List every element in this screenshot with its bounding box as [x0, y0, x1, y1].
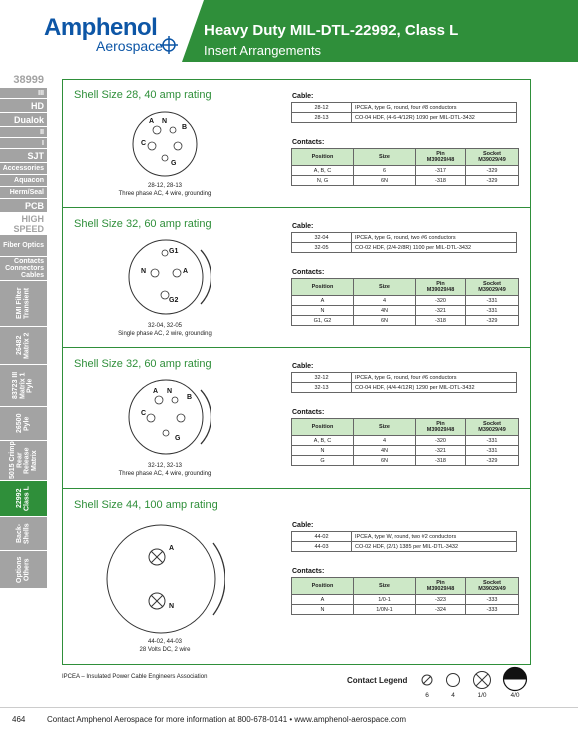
- table-cell: N, G: [292, 176, 354, 186]
- sidebar-tab[interactable]: [0, 88, 47, 99]
- table-row: [292, 383, 517, 393]
- logo: [0, 0, 200, 62]
- table-cell: -331: [466, 306, 519, 316]
- column-header: [466, 419, 519, 436]
- sidebar-tab[interactable]: [0, 441, 47, 481]
- table-cell: A, B, C: [292, 166, 354, 176]
- caption-parts: 28-12, 28-13: [147, 183, 183, 189]
- table-cell: -329: [466, 456, 519, 466]
- table-cell: A: [292, 595, 354, 605]
- contacts-heading: Contacts:: [292, 269, 325, 276]
- table-cell: CO-02 HDF, (2/1) 1385 per MIL-DTL-3432: [352, 542, 517, 552]
- table-cell: 32-13: [292, 383, 352, 393]
- sidebar-tab[interactable]: [0, 175, 47, 187]
- column-header-part: M39029/48: [426, 157, 455, 163]
- contact-size-6-icon: [420, 673, 434, 687]
- cable-heading: Cable:: [292, 223, 314, 230]
- table-cell: -318: [416, 176, 466, 186]
- table-cell: -329: [466, 176, 519, 186]
- table-cell: -329: [466, 166, 519, 176]
- column-header-part: M39029/49: [478, 287, 506, 293]
- table-cell: CO-02 HDF, (2/4-2/8R) 1100 per MIL-DTL-3432: [352, 243, 517, 253]
- contact-size-1-0-icon: [472, 670, 492, 690]
- pin-label: G2: [169, 297, 179, 304]
- sidebar-tab[interactable]: [0, 187, 47, 199]
- column-header: Position: [292, 578, 354, 595]
- column-header-text: Pin: [436, 579, 445, 586]
- table-cell: 6N: [354, 456, 416, 466]
- table-row: [292, 542, 517, 552]
- pin-label: A: [169, 545, 175, 552]
- pin-label: G1: [169, 248, 179, 255]
- legend-label: 4/0: [510, 692, 520, 699]
- sidebar-tab-label: SJT: [27, 150, 44, 161]
- table-cell: 1/0-1: [354, 595, 416, 605]
- column-header-text: Pin: [436, 150, 445, 157]
- table-cell: IPCEA, type G, round, two #6 conductors: [352, 233, 517, 243]
- table-cell: -320: [416, 296, 466, 306]
- column-header-text: Pin: [436, 280, 445, 287]
- contacts-table: [291, 577, 519, 615]
- sidebar-tab-label: Options Others: [16, 556, 31, 583]
- column-header: [466, 149, 519, 166]
- table-cell: -321: [416, 446, 466, 456]
- caption-desc: Three phase AC, 4 wire, grounding: [118, 191, 212, 198]
- contact-size-4-0-icon: [502, 666, 528, 692]
- table-row: [292, 446, 519, 456]
- sidebar-tab-label: Herm/Seal: [9, 189, 44, 196]
- logo-crosshair-icon: [160, 36, 178, 54]
- table-row: [292, 316, 519, 326]
- caption-parts: 32-04, 32-05: [147, 323, 183, 329]
- caption-parts: 44-02, 44-03: [147, 639, 183, 645]
- cable-heading: Cable:: [292, 363, 314, 370]
- cable-heading: Cable:: [292, 522, 314, 529]
- column-header: Size: [354, 149, 416, 166]
- table-row: [292, 595, 519, 605]
- pin-label: N: [167, 388, 173, 395]
- pin-label: B: [187, 394, 193, 401]
- sidebar-tab[interactable]: [0, 517, 47, 551]
- table-cell: 1/0N-1: [354, 605, 416, 615]
- sidebar-tab-label: I: [42, 139, 44, 147]
- table-cell: -331: [466, 436, 519, 446]
- table-row: [292, 233, 517, 243]
- caption-desc: 28 Volts DC, 2 wire: [139, 647, 191, 654]
- section-shell-44: [63, 489, 530, 664]
- sidebar-tab[interactable]: [0, 551, 47, 589]
- column-header-text: Socket: [482, 150, 502, 157]
- insert-diagram: [105, 521, 225, 637]
- sidebar-tab[interactable]: [0, 281, 47, 327]
- pin-label: B: [182, 124, 188, 131]
- table-cell: -333: [466, 605, 519, 615]
- table-row: [292, 306, 519, 316]
- insert-diagram: [121, 376, 211, 458]
- table-cell: 6N: [354, 316, 416, 326]
- sidebar-tab-label: Back-Shells: [16, 523, 31, 544]
- table-cell: N: [292, 306, 354, 316]
- table-row: [292, 436, 519, 446]
- sidebar-tab[interactable]: [0, 199, 47, 213]
- table-cell: 4N: [354, 306, 416, 316]
- sidebar-tab[interactable]: [0, 99, 47, 113]
- column-header-text: Socket: [482, 280, 502, 287]
- pin-label: N: [169, 603, 175, 610]
- column-header-part: M39029/49: [478, 427, 506, 433]
- sidebar-tab[interactable]: [0, 257, 47, 281]
- table-row: [292, 176, 519, 186]
- sidebar-tab[interactable]: [0, 327, 47, 365]
- table-cell: N: [292, 446, 354, 456]
- sidebar-tab-label: EMI Filter Transient: [16, 287, 31, 320]
- page-number: 464: [12, 715, 26, 724]
- column-header-part: M39029/48: [426, 427, 455, 433]
- table-cell: -323: [416, 595, 466, 605]
- sidebar-tab-label: 26500 Pyle: [16, 413, 31, 434]
- column-header-text: Pin: [436, 420, 445, 427]
- sidebar-tab-label: HIGH SPEED: [13, 213, 44, 234]
- footer-divider: [0, 707, 578, 708]
- column-header: [416, 578, 466, 595]
- table-cell: 4N: [354, 446, 416, 456]
- column-header: [416, 419, 466, 436]
- sidebar-tab-label: III: [38, 89, 44, 97]
- column-header-text: Socket: [482, 420, 502, 427]
- table-cell: 28-13: [292, 113, 352, 123]
- logo-subtitle: Aerospace: [96, 38, 163, 54]
- section-shell-32-three: [63, 348, 530, 489]
- pin-label: C: [141, 140, 147, 147]
- pin-label: A: [149, 118, 155, 125]
- sidebar-tab-label: Aquacon: [14, 177, 44, 184]
- table-cell: 32-12: [292, 373, 352, 383]
- sidebar-tab[interactable]: [0, 127, 47, 138]
- logo-wordmark: Amphenol: [44, 14, 158, 41]
- sidebar-tab[interactable]: [0, 163, 47, 175]
- table-cell: 44-03: [292, 542, 352, 552]
- pin-label: N: [141, 268, 147, 275]
- table-cell: 32-05: [292, 243, 352, 253]
- cable-table: [291, 232, 517, 253]
- contacts-heading: Contacts:: [292, 139, 325, 146]
- sidebar-tab[interactable]: [0, 73, 47, 88]
- sidebar-tab-label: Contacts Connectors Cables: [5, 258, 44, 279]
- table-cell: IPCEA, type W, round, two #2 conductors: [352, 532, 517, 542]
- table-cell: 32-04: [292, 233, 352, 243]
- sidebar-tab[interactable]: [0, 365, 47, 407]
- legend-title: Contact Legend: [347, 676, 408, 685]
- legend-label: 6: [425, 692, 429, 699]
- table-cell: G: [292, 456, 354, 466]
- contacts-table: [291, 418, 519, 466]
- table-cell: -321: [416, 306, 466, 316]
- sidebar-tab-label: II: [40, 128, 44, 136]
- footer-contact: Contact Amphenol Aerospace for more information at 800-678-0141 • www.amphenol-aerospace.com: [47, 715, 406, 724]
- table-cell: 6N: [354, 176, 416, 186]
- table-row: [292, 166, 519, 176]
- contacts-heading: Contacts:: [292, 409, 325, 416]
- pin-label: G: [175, 435, 181, 442]
- column-header-part: M39029/49: [478, 586, 506, 592]
- sidebar-tab-label: 5015 Crimp Rear Release Matrix: [8, 441, 38, 480]
- sidebar-tab-label: 26482 Matrix 2: [16, 332, 31, 359]
- table-cell: G1, G2: [292, 316, 354, 326]
- table-cell: -331: [466, 446, 519, 456]
- caption-desc: Single phase AC, 2 wire, grounding: [118, 331, 212, 338]
- sidebar-tab[interactable]: [0, 213, 47, 235]
- sidebar-tab[interactable]: [0, 235, 47, 257]
- column-header: Position: [292, 149, 354, 166]
- column-header-part: M39029/49: [478, 157, 506, 163]
- table-cell: -317: [416, 166, 466, 176]
- diagram-caption: [85, 638, 245, 654]
- column-header: Size: [354, 419, 416, 436]
- section-title: Shell Size 32, 60 amp rating: [74, 358, 212, 370]
- table-cell: CO-04 HDF, (4-6-4/12R) 1090 per MIL-DTL-3432: [352, 113, 517, 123]
- page-title: Heavy Duty MIL-DTL-22992, Class L: [204, 22, 459, 39]
- table-cell: -324: [416, 605, 466, 615]
- table-cell: -331: [466, 296, 519, 306]
- legend-label: 1/0: [477, 692, 487, 699]
- page-header: [0, 0, 578, 62]
- column-header: [466, 578, 519, 595]
- table-cell: -318: [416, 456, 466, 466]
- table-row: [292, 456, 519, 466]
- cable-heading: Cable:: [292, 93, 314, 100]
- section-shell-32-single: [63, 208, 530, 348]
- pin-label: A: [183, 268, 189, 275]
- table-cell: IPCEA, type G, round, four #6 conductors: [352, 373, 517, 383]
- cable-table: [291, 102, 517, 123]
- column-header: [466, 279, 519, 296]
- caption-desc: Three phase AC, 4 wire, grounding: [118, 471, 212, 478]
- table-cell: 28-12: [292, 103, 352, 113]
- table-cell: -318: [416, 316, 466, 326]
- sidebar-tab-label: PCB: [24, 200, 44, 211]
- contact-size-4-icon: [445, 672, 461, 688]
- table-cell: A, B, C: [292, 436, 354, 446]
- table-cell: 4: [354, 296, 416, 306]
- table-header-row: [292, 578, 519, 595]
- table-row: [292, 243, 517, 253]
- sidebar-tab-label: 38999: [13, 74, 44, 86]
- sidebar-tab-label: 22992 Class L: [16, 486, 31, 511]
- table-cell: -333: [466, 595, 519, 605]
- column-header: [416, 279, 466, 296]
- column-header: Position: [292, 279, 354, 296]
- table-cell: CO-04 HDF, (4/4-4/12R) 1290 per MIL-DTL-3432: [352, 383, 517, 393]
- diagram-caption: [85, 182, 245, 198]
- diagram-caption: [85, 462, 245, 478]
- column-header: Size: [354, 578, 416, 595]
- pin-label: G: [171, 160, 177, 167]
- contacts-table: [291, 148, 519, 186]
- table-header-row: [292, 149, 519, 166]
- table-cell: A: [292, 296, 354, 306]
- diagram-caption: [85, 322, 245, 338]
- column-header: Position: [292, 419, 354, 436]
- column-header: [416, 149, 466, 166]
- pin-label: C: [141, 410, 147, 417]
- sidebar-tab[interactable]: [0, 149, 47, 163]
- contacts-table: [291, 278, 519, 326]
- table-cell: -329: [466, 316, 519, 326]
- table-row: [292, 605, 519, 615]
- cable-table: [291, 531, 517, 552]
- table-cell: 6: [354, 166, 416, 176]
- table-header-row: [292, 279, 519, 296]
- footnote: IPCEA – Insulated Power Cable Engineers Association: [62, 674, 208, 680]
- sidebar-tab[interactable]: [0, 481, 47, 517]
- table-cell: IPCEA, type G, round, four #8 conductors: [352, 103, 517, 113]
- page-subtitle: Insert Arrangements: [204, 43, 322, 58]
- sidebar-tab[interactable]: [0, 138, 47, 149]
- sidebar-nav: [0, 73, 47, 589]
- sidebar-tab[interactable]: [0, 407, 47, 441]
- section-title: Shell Size 44, 100 amp rating: [74, 499, 218, 511]
- sidebar-tab-label: Fiber Optics: [3, 242, 44, 249]
- insert-diagram: [121, 236, 211, 318]
- contacts-heading: Contacts:: [292, 568, 325, 575]
- sidebar-tab-label: Accessories: [2, 165, 44, 172]
- table-cell: -320: [416, 436, 466, 446]
- table-row: [292, 296, 519, 306]
- table-row: [292, 373, 517, 383]
- section-title: Shell Size 28, 40 amp rating: [74, 89, 212, 101]
- table-header-row: [292, 419, 519, 436]
- sidebar-tab-label: HD: [31, 100, 44, 111]
- pin-label: A: [153, 388, 159, 395]
- insert-arrangements-panel: [62, 79, 531, 665]
- caption-parts: 32-12, 32-13: [147, 463, 183, 469]
- column-header-part: M39029/48: [426, 586, 455, 592]
- sidebar-tab-label: Dualok: [13, 114, 44, 125]
- sidebar-tab[interactable]: [0, 113, 47, 127]
- table-row: [292, 113, 517, 123]
- table-row: [292, 532, 517, 542]
- cable-table: [291, 372, 517, 393]
- column-header-text: Socket: [482, 579, 502, 586]
- legend-label: 4: [451, 692, 455, 699]
- pin-label: N: [162, 118, 168, 125]
- table-cell: N: [292, 605, 354, 615]
- sidebar-tab-label: 83723 III Matrix 1 Pyle: [12, 371, 35, 400]
- table-cell: 44-02: [292, 532, 352, 542]
- table-cell: 4: [354, 436, 416, 446]
- section-title: Shell Size 32, 60 amp rating: [74, 218, 212, 230]
- table-row: [292, 103, 517, 113]
- column-header: Size: [354, 279, 416, 296]
- section-shell-28: [63, 80, 530, 208]
- column-header-part: M39029/48: [426, 287, 455, 293]
